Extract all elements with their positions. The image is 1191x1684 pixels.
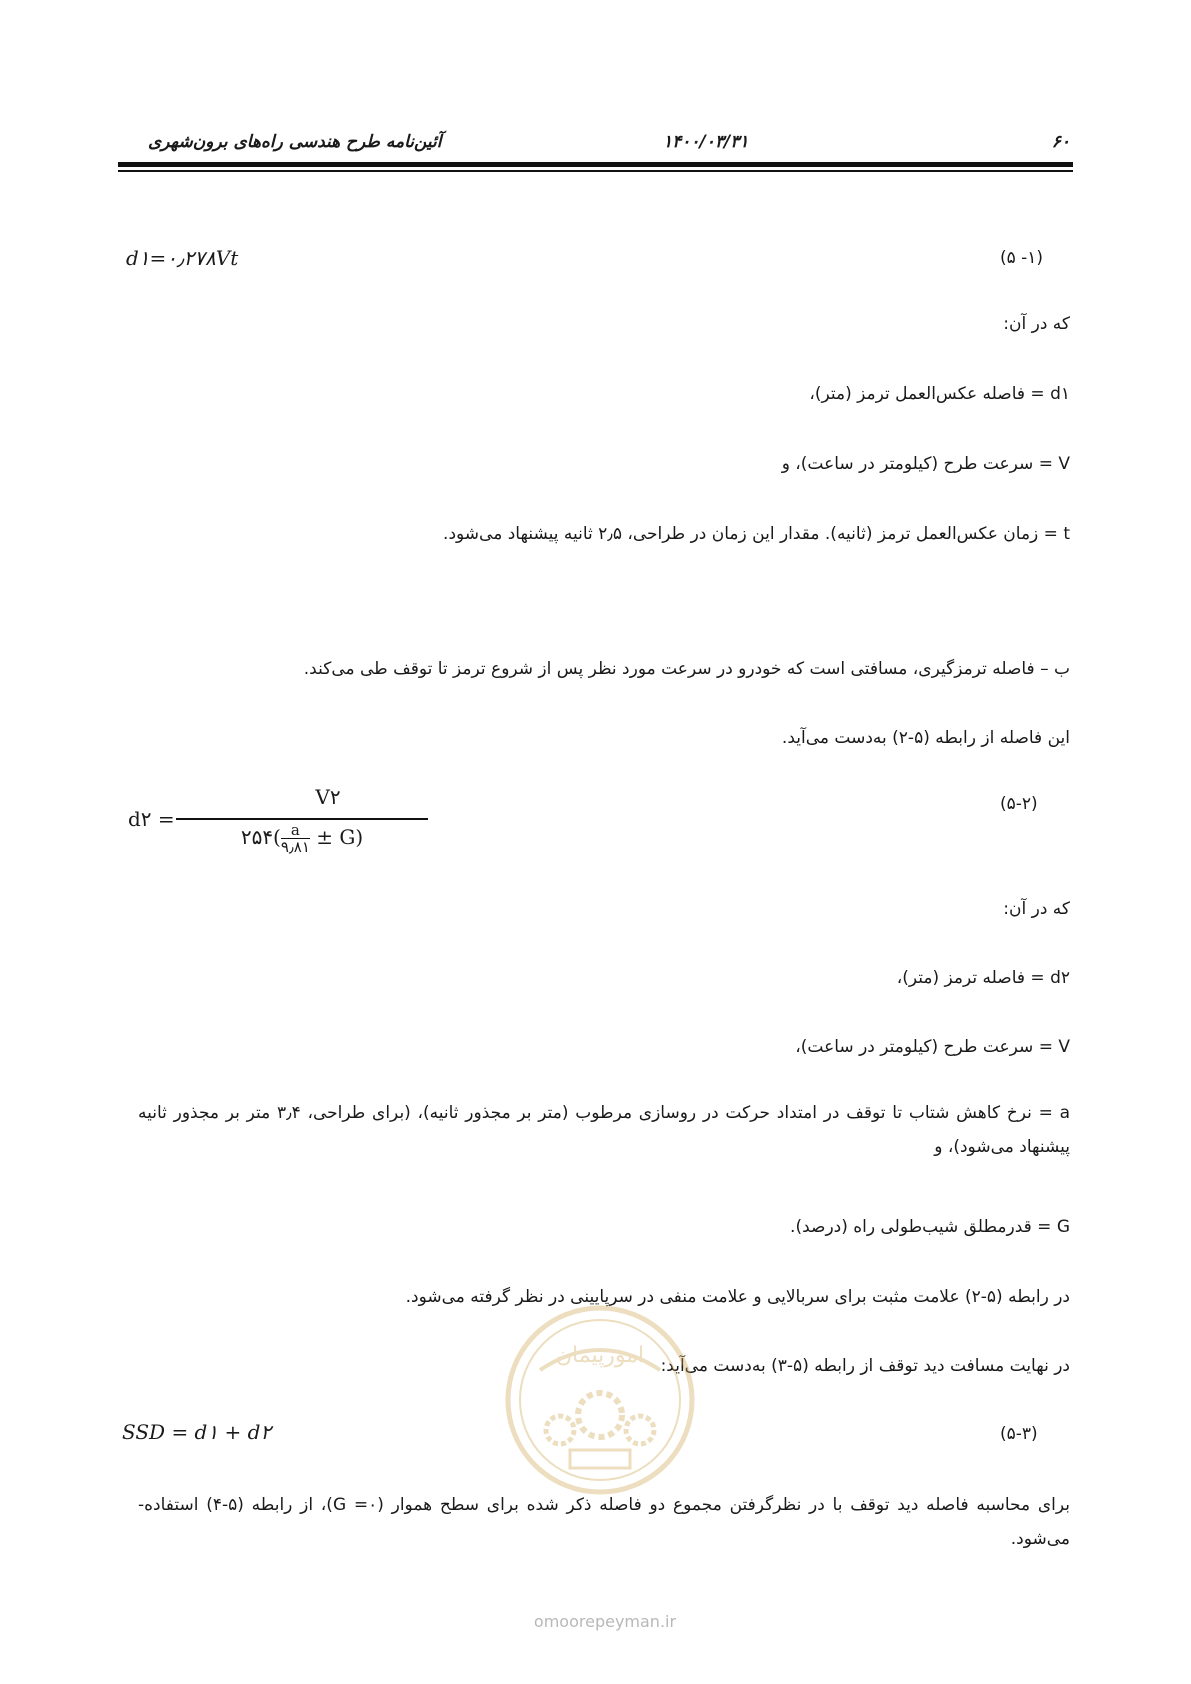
definition-a: a = نرخ کاهش شتاب تا توقف در امتداد حرکت در روسازی مرطوب (متر بر مجذور ثانیه)، (برای طراحی، ۳٫۴ متر بر مجذور ثانیه پیشنهاد می‌شود)، و [138, 1103, 1070, 1157]
page-number: ۶۰ [1051, 132, 1070, 152]
final-intro: در نهایت مسافت دید توقف از رابطه (۵-۳) به‌دست می‌آید: [660, 1356, 1070, 1376]
header-date: ۱۴۰۰/۰۳/۳۱ [663, 132, 749, 152]
where-label-2: که در آن: [1003, 899, 1070, 919]
watermark-logo [500, 1300, 700, 1500]
equation-1: d۱=۰٫۲۷۸Vt [126, 246, 239, 270]
sign-note: در رابطه (۵-۲) علامت مثبت برای سربالایی و علامت منفی در سرپایینی در نظر گرفته می‌شود. [405, 1287, 1070, 1307]
header-title: آئین‌نامه طرح هندسی راه‌های برون‌شهری [148, 132, 442, 152]
where-label-1: که در آن: [1003, 314, 1070, 334]
equation-2-fraction-bar [176, 818, 428, 820]
equation-2-den-tail: ± G) [309, 825, 364, 849]
equation-number-1: (۵ -۱) [1000, 248, 1044, 268]
equation-2-inner-numerator: a [290, 821, 300, 839]
equation-number-3: (۵-۳) [1000, 1424, 1038, 1444]
definition-v-1: V = سرعت طرح (کیلومتر در ساعت)، و [781, 454, 1070, 474]
equation-2-den-coef: ۲۵۴( [240, 825, 281, 849]
definition-d2: d۲ = فاصله ترمز (متر)، [896, 968, 1070, 988]
header-rule-thick [118, 162, 1073, 167]
header-rule-thin [118, 170, 1073, 172]
equation-2-denominator [176, 823, 428, 854]
equation-2-numerator: V۲ [315, 785, 341, 809]
equation-number-2: (۵-۲) [1000, 794, 1038, 814]
paragraph-braking-distance: ب – فاصله ترمزگیری، مسافتی است که خودرو در سرعت مورد نظر پس از شروع ترمز تا توقف طی می‌کند. [303, 659, 1070, 679]
equation-2-lhs: d۲ = [128, 807, 175, 831]
definition-v-2: V = سرعت طرح (کیلومتر در ساعت)، [795, 1037, 1070, 1057]
definition-t: t = زمان عکس‌العمل ترمز (ثانیه). مقدار این زمان در طراحی، ۲٫۵ ثانیه پیشنهاد می‌شود. [443, 524, 1070, 544]
watermark-site: omoorepeyman.ir [533, 1612, 677, 1631]
equation-2-inner-denominator: ۹٫۸۱ [280, 838, 310, 856]
last-paragraph: برای محاسبه فاصله دید توقف با در نظرگرفتن مجموع دو فاصله ذکر شده برای سطح هموار (G =۰)، از رابطه (۵-۴) استفاده-می‌شود. [138, 1495, 1071, 1549]
paragraph-braking-formula-intro: این فاصله از رابطه (۵-۲) به‌دست می‌آید. [781, 728, 1070, 748]
definition-d1: d۱ = فاصله عکس‌العمل ترمز (متر)، [809, 384, 1070, 404]
equation-2-inner-fraction [281, 823, 310, 854]
watermark-logo-text: امورپیمان [555, 1343, 645, 1368]
definition-g: G = قدرمطلق شیب‌طولی راه (درصد). [790, 1217, 1070, 1237]
equation-3: SSD = d۱ + d۲ [122, 1420, 272, 1444]
